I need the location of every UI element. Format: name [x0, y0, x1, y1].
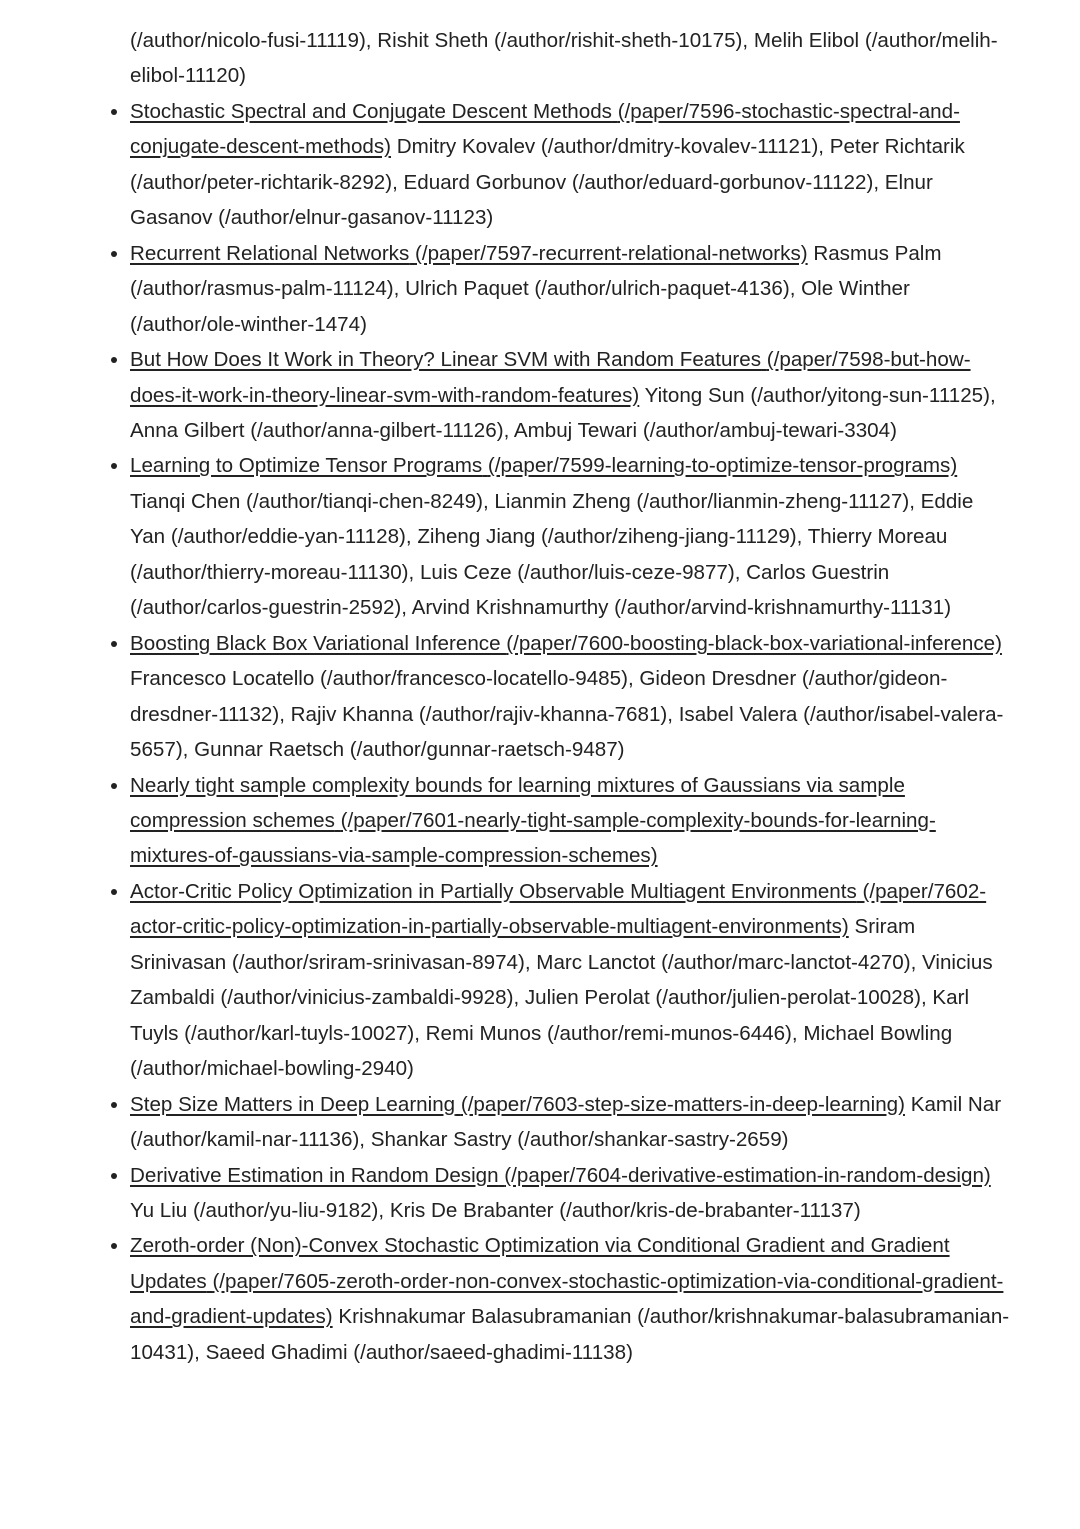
paper-authors: Kamil Nar (/author/kamil-nar-11136), Shankar Sastry (/author/shankar-sastry-2659)	[130, 1092, 1002, 1152]
paper-list	[130, 94, 1010, 1370]
paper-list-item	[130, 1158, 1010, 1229]
paper-title: Recurrent Relational Networks	[130, 241, 410, 265]
paper-url: (/paper/7599-learning-to-optimize-tensor-programs)	[487, 454, 958, 478]
paper-title: Boosting Black Box Variational Inference	[130, 631, 501, 655]
paper-link[interactable]	[130, 242, 808, 265]
paper-url: (/paper/7604-derivative-estimation-in-random-design)	[504, 1163, 991, 1187]
paper-link[interactable]	[130, 1164, 991, 1187]
paper-link[interactable]	[130, 1093, 905, 1116]
paper-title: But How Does It Work in Theory? Linear SVM with Random Features	[130, 348, 762, 372]
previous-item-authors-continuation: (/author/nicolo-fusi-11119), Rishit Sheth (/author/rishit-sheth-10175), Melih Elibol (/author/melih-elibol-11120)	[130, 29, 998, 88]
paper-list-item	[130, 1087, 1010, 1158]
paper-list-item	[130, 626, 1010, 768]
paper-url: (/paper/7602-actor-critic-policy-optimization-in-partially-observable-multiagent-environments)	[130, 879, 987, 939]
paper-url: (/paper/7603-step-size-matters-in-deep-learning)	[460, 1092, 905, 1116]
paper-url: (/paper/7600-boosting-black-box-variational-inference)	[506, 631, 1002, 655]
paper-title: Zeroth-order (Non)-Convex Stochastic Optimization via Conditional Gradient and Gradient Updates	[130, 1234, 950, 1293]
paper-list-item	[130, 342, 1010, 448]
paper-authors: Rasmus Palm (/author/rasmus-palm-11124), Ulrich Paquet (/author/ulrich-paquet-4136), Ole Winther (/author/ole-winther-1474)	[130, 241, 942, 336]
paper-authors: Tianqi Chen (/author/tianqi-chen-8249), Lianmin Zheng (/author/lianmin-zheng-11127), Eddie Yan (/author/eddie-yan-11128), Ziheng Jiang (/author/ziheng-jiang-11129), Thierry Moreau (/author/thierry-moreau-11130), Luis Ceze (/author/luis-ceze-9877), Carlos Guestrin (/author/carlos-guestrin-2592), Arvind Krishnamurthy (/author/arvind-krishnamurthy-11131)	[130, 489, 974, 620]
paper-url: (/paper/7597-recurrent-relational-networks)	[415, 241, 808, 265]
paper-list-item	[130, 768, 1010, 874]
paper-link[interactable]	[130, 774, 936, 868]
paper-authors: Dmitry Kovalev (/author/dmitry-kovalev-11121), Peter Richtarik (/author/peter-richtarik-8292), Eduard Gorbunov (/author/eduard-gorbunov-11122), Elnur Gasanov (/author/elnur-gasanov-11123)	[130, 135, 965, 230]
paper-url: (/paper/7605-zeroth-order-non-convex-stochastic-optimization-via-conditional-gradient-and-gradient-updates)	[130, 1269, 1004, 1329]
paper-authors: Yitong Sun (/author/yitong-sun-11125), Anna Gilbert (/author/anna-gilbert-11126), Ambuj Tewari (/author/ambuj-tewari-3304)	[130, 383, 996, 442]
paper-list-item	[130, 94, 1010, 236]
paper-url: (/paper/7596-stochastic-spectral-and-conjugate-descent-methods)	[130, 99, 960, 159]
paper-authors: Krishnakumar Balasubramanian (/author/krishnakumar-balasubramanian-10431), Saeed Ghadimi (/author/saeed-ghadimi-11138)	[130, 1305, 1010, 1364]
paper-title: Actor-Critic Policy Optimization in Partially Observable Multiagent Environments	[130, 879, 857, 903]
paper-title: Stochastic Spectral and Conjugate Descent Methods	[130, 99, 612, 123]
paper-list-item	[130, 448, 1010, 625]
paper-link[interactable]	[130, 454, 957, 477]
paper-list-item	[130, 236, 1010, 342]
paper-title: Step Size Matters in Deep Learning	[130, 1092, 456, 1116]
paper-url: (/paper/7598-but-how-does-it-work-in-theory-linear-svm-with-random-features)	[130, 348, 971, 407]
paper-authors: Yu Liu (/author/yu-liu-9182), Kris De Brabanter (/author/kris-de-brabanter-11137)	[130, 1198, 861, 1222]
paper-list-page	[130, 23, 1010, 1370]
paper-authors: Sriram Srinivasan (/author/sriram-srinivasan-8974), Marc Lanctot (/author/marc-lanctot-4270), Vinicius Zambaldi (/author/vinicius-zambaldi-9928), Julien Perolat (/author/julien-perolat-10028), Karl Tuyls (/author/karl-tuyls-10027), Remi Munos (/author/remi-munos-6446), Michael Bowling (/author/michael-bowling-2940)	[130, 915, 993, 1081]
paper-title: Derivative Estimation in Random Design	[130, 1163, 499, 1187]
paper-title: Nearly tight sample complexity bounds for learning mixtures of Gaussians via sample compression schemes	[130, 773, 905, 832]
paper-link[interactable]	[130, 632, 1002, 655]
paper-list-item	[130, 874, 1010, 1087]
paper-url: (/paper/7601-nearly-tight-sample-complexity-bounds-for-learning-mixtures-of-gaussians-via-sample-compression-schemes)	[130, 808, 936, 868]
paper-title: Learning to Optimize Tensor Programs	[130, 454, 483, 478]
paper-list-item	[130, 1228, 1010, 1370]
paper-authors: Francesco Locatello (/author/francesco-locatello-9485), Gideon Dresdner (/author/gideon-dresdner-11132), Rajiv Khanna (/author/rajiv-khanna-7681), Isabel Valera (/author/isabel-valera-5657), Gunnar Raetsch (/author/gunnar-raetsch-9487)	[130, 667, 1004, 762]
